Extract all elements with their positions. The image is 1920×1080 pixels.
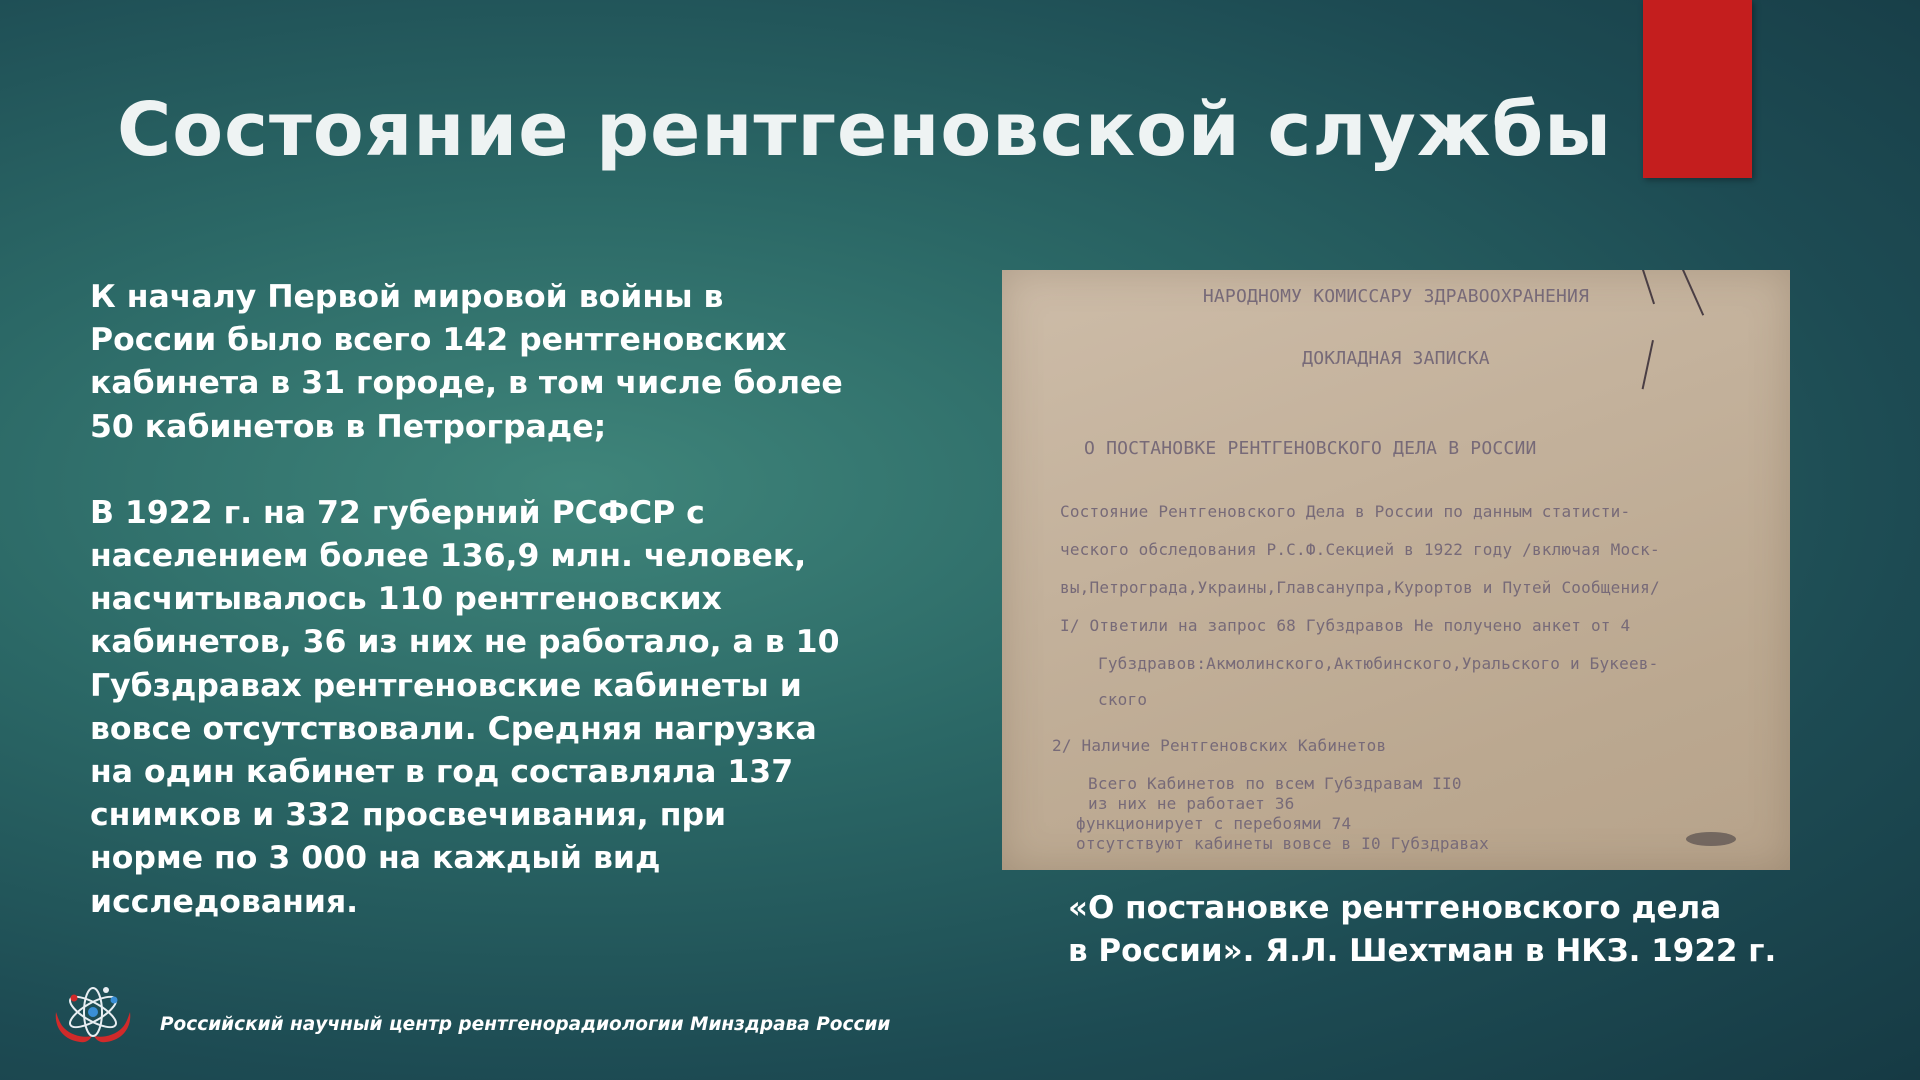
paragraph-2: В 1922 г. на 72 губерний РСФСР с населением более 136,9 млн. человек, насчитывалось 110 рентгеновских кабинетов, 36 из них не работало, а в 10 Губздравах рентгеновские кабинеты и вовсе отсутствовали. Средняя нагрузка на один кабинет в год составляла 137 снимков и 332 просвечивания, при норме по 3 000 на каждый вид исследования. [90, 494, 840, 920]
atom-hands-logo-icon [50, 978, 136, 1048]
doc-line-5: вы,Петрограда,Украины,Главсанупра,Курортов и Путей Сообщения/ [1060, 578, 1660, 597]
accent-bar [1643, 0, 1752, 178]
doc-line-7: Губздравов:Акмолинского,Актюбинского,Уральского и Букеев- [1098, 654, 1659, 673]
body-text [90, 276, 850, 924]
doc-line-10: Всего Кабинетов по всем Губздравам II0 [1088, 774, 1462, 793]
doc-line-4: ческого обследования Р.С.Ф.Секцией в 1922 году /включая Моск- [1060, 540, 1660, 559]
image-caption [1068, 887, 1788, 973]
paragraph-1: К началу Первой мировой войны в России было всего 142 рентгеновских кабинета в 31 городе, в том числе более 50 кабинетов в Петрограде; [90, 279, 843, 445]
doc-line-subject: О ПОСТАНОВКЕ РЕНТГЕНОВСКОГО ДЕЛА В РОССИИ [1084, 438, 1537, 459]
slide-title: Состояние рентгеновской службы [117, 87, 1613, 173]
caption-line-2: в России». Я.Л. Шехтман в НКЗ. 1922 г. [1068, 933, 1777, 969]
caption-line-1: «О постановке рентгеновского дела [1068, 890, 1722, 926]
archival-document-image [1002, 270, 1790, 870]
doc-line-8: ского [1098, 690, 1148, 709]
doc-line-6: I/ Ответили на запрос 68 Губздравов Не получено анкет от 4 [1060, 616, 1631, 635]
doc-line-3: Состояние Рентгеновского Дела в России по данным статисти- [1060, 502, 1631, 521]
doc-line-13: отсутствуют кабинеты вовсе в I0 Губздравах [1076, 834, 1489, 853]
doc-line-addressee: НАРОДНОМУ КОМИССАРУ ЗДРАВООХРАНЕНИЯ [1202, 286, 1590, 307]
ink-blot [1686, 832, 1736, 846]
doc-line-11: из них не работает 36 [1088, 794, 1295, 813]
doc-line-12: функционирует с перебоями 74 [1076, 814, 1352, 833]
footer-organization: Российский научный центр рентгенорадиологии Минздрава России [160, 1014, 891, 1035]
doc-line-heading: ДОКЛАДНАЯ ЗАПИСКА [1302, 348, 1490, 369]
doc-line-9: 2/ Наличие Рентгеновских Кабинетов [1052, 736, 1387, 755]
